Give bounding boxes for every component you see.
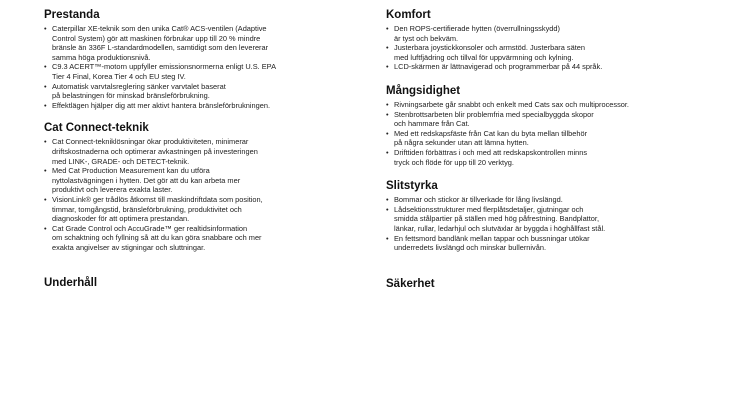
bullet-item bbox=[44, 195, 364, 224]
left-column bbox=[44, 8, 364, 292]
bullet-item bbox=[386, 110, 708, 129]
bullet-text: • Den ROPS-certifierade hytten (överrullningsskydd) bbox=[394, 24, 560, 33]
bullet-item bbox=[386, 195, 708, 205]
bullet-text: • Bommar och stickor är tillverkade för lång livslängd. bbox=[394, 195, 563, 205]
bullet-text: timmar, tomgångstid, bränsleförbrukning, produktivitet och bbox=[52, 204, 242, 214]
bullet-list-slitstyrka bbox=[386, 195, 708, 253]
heading-cat-connect: Cat Connect-teknik bbox=[44, 122, 149, 135]
bullet-text: med luftfjädring och tillval för uppvärmning och kylning. bbox=[394, 52, 574, 62]
section-slitstyrka bbox=[386, 179, 708, 253]
bullet-text: • Rivningsarbete går snabbt och enkelt med Cats sax och multiprocessor. bbox=[394, 99, 629, 109]
bullet-list-cat-connect bbox=[44, 137, 364, 252]
bullet-text: • LCD-skärmen är lättnavigerad och programmerbar på 44 språk. bbox=[394, 62, 603, 72]
heading-mangsidighet: Mångsidighet bbox=[386, 84, 461, 97]
bullet-text: länkar, rullar, ledarhjul och slutväxlar är byggda i höghållfast stål. bbox=[394, 223, 606, 233]
bullet-text: Control System) gör att maskinen förbrukar upp till 20 % mindre bbox=[52, 33, 261, 43]
section-underhall bbox=[44, 276, 364, 290]
bullet-text: • Drifttiden förbättras i och med att redskapskontrollen minns bbox=[394, 147, 588, 157]
section-sakerhet bbox=[386, 277, 708, 291]
bullet-item bbox=[386, 148, 708, 167]
bullet-text: smidda stålpartier på ställen med hög påfrestning. Bandplattor, bbox=[394, 214, 600, 224]
bullet-text: och hammare från Cat. bbox=[394, 119, 470, 129]
bullet-text: • Lådsektionsstrukturer med flerplåtsdetaljer, gjutningar och bbox=[394, 204, 584, 214]
bullet-text: med LINK-, GRADE- och DETECT-teknik. bbox=[52, 156, 190, 166]
bullet-text: diagnoskoder för att optimera prestandan. bbox=[52, 214, 190, 224]
bullet-text: • Med Cat Production Measurement kan du utföra bbox=[52, 166, 210, 176]
right-column bbox=[386, 8, 708, 293]
bullet-item bbox=[44, 82, 364, 101]
bullet-text: på några sekunder utan att lämna hytten. bbox=[394, 138, 529, 148]
bullet-list-mangsidighet bbox=[386, 100, 708, 167]
section-cat-connect bbox=[44, 121, 364, 252]
bullet-item bbox=[44, 224, 364, 253]
bullet-item bbox=[44, 166, 364, 195]
bullet-text: driftskostnaderna och optimerar avkastningen på investeringen bbox=[52, 146, 258, 156]
bullet-item bbox=[386, 100, 708, 110]
heading-prestanda: Prestanda bbox=[44, 9, 100, 21]
bullet-list-prestanda bbox=[44, 24, 364, 110]
bullet-text: exakta angivelser av stigningar och sluttningar. bbox=[52, 242, 206, 252]
bullet-text: om schaktning och fyllning så att du kan göra snabbare och mer bbox=[52, 233, 262, 243]
bullet-text: tryck och flöde för upp till 20 verktyg. bbox=[394, 157, 514, 167]
heading-sakerhet: Säkerhet bbox=[386, 277, 435, 290]
bullet-item bbox=[386, 62, 708, 72]
heading-slitstyrka: Slitstyrka bbox=[386, 180, 438, 193]
bullet-text: • En fettsmord bandlänk mellan tappar och bussningar utökar bbox=[394, 233, 590, 243]
bullet-item bbox=[386, 24, 708, 43]
bullet-text: nyttolastvägningen i hytten. Det gör att du kan arbeta mer bbox=[52, 175, 241, 185]
bullet-text: • Automatisk varvtalsreglering sänker varvtalet baserat bbox=[52, 81, 226, 91]
bullet-item bbox=[44, 62, 364, 81]
section-mangsidighet bbox=[386, 84, 708, 167]
bullet-text: samma höga produktionsnivå. bbox=[52, 52, 151, 62]
bullet-text: är tyst och bekväm. bbox=[394, 33, 459, 43]
heading-komfort: Komfort bbox=[386, 9, 431, 21]
bullet-text: Tier 4 Final, Korea Tier 4 och EU steg IV. bbox=[52, 71, 186, 81]
bullet-list-komfort bbox=[386, 24, 708, 72]
bullet-item bbox=[386, 43, 708, 62]
bullet-text: • C9.3 ACERT™-motorn uppfyller emissionsnormerna enligt U.S. EPA bbox=[52, 62, 276, 72]
bullet-text: bränsle än 336F L-standardmodellen, samtidigt som den levererar bbox=[52, 43, 269, 53]
bullet-text: • Caterpillar XE-teknik som den unika Cat® ACS-ventilen (Adaptive bbox=[52, 24, 267, 33]
section-komfort bbox=[386, 8, 708, 72]
heading-underhall: Underhåll bbox=[44, 277, 98, 290]
bullet-item bbox=[386, 205, 708, 234]
bullet-text: • Cat Grade Control och AccuGrade™ ger realtidsinformation bbox=[52, 223, 248, 233]
bullet-item bbox=[386, 234, 708, 253]
bullet-text: produktivt och leverera exakta laster. bbox=[52, 185, 173, 195]
bullet-text: • Med ett redskapsfäste från Cat kan du byta mellan tillbehör bbox=[394, 128, 588, 138]
section-prestanda bbox=[44, 8, 364, 110]
bullet-text: • Justerbara joystickkonsoler och armstöd. Justerbara säten bbox=[394, 43, 586, 53]
bullet-text: • Cat Connect-tekniklösningar ökar produktiviteten, minimerar bbox=[52, 137, 249, 147]
bullet-text: på belastningen för minskad bränsleförbrukning. bbox=[52, 91, 210, 101]
bullet-text: • Stenbrottsarbeten blir problemfria med specialbyggda skopor bbox=[394, 109, 594, 119]
bullet-item bbox=[44, 101, 364, 111]
bullet-item bbox=[386, 129, 708, 148]
bullet-text: underredets livslängd och minskar bullernivån. bbox=[394, 243, 546, 253]
bullet-item bbox=[44, 24, 364, 62]
bullet-text: • VisionLink® ger trådlös åtkomst till maskindriftdata som position, bbox=[52, 194, 263, 204]
bullet-text: • Effektlägen hjälper dig att mer aktivt hantera bränsleförbrukningen. bbox=[52, 100, 271, 110]
bullet-item bbox=[44, 137, 364, 166]
